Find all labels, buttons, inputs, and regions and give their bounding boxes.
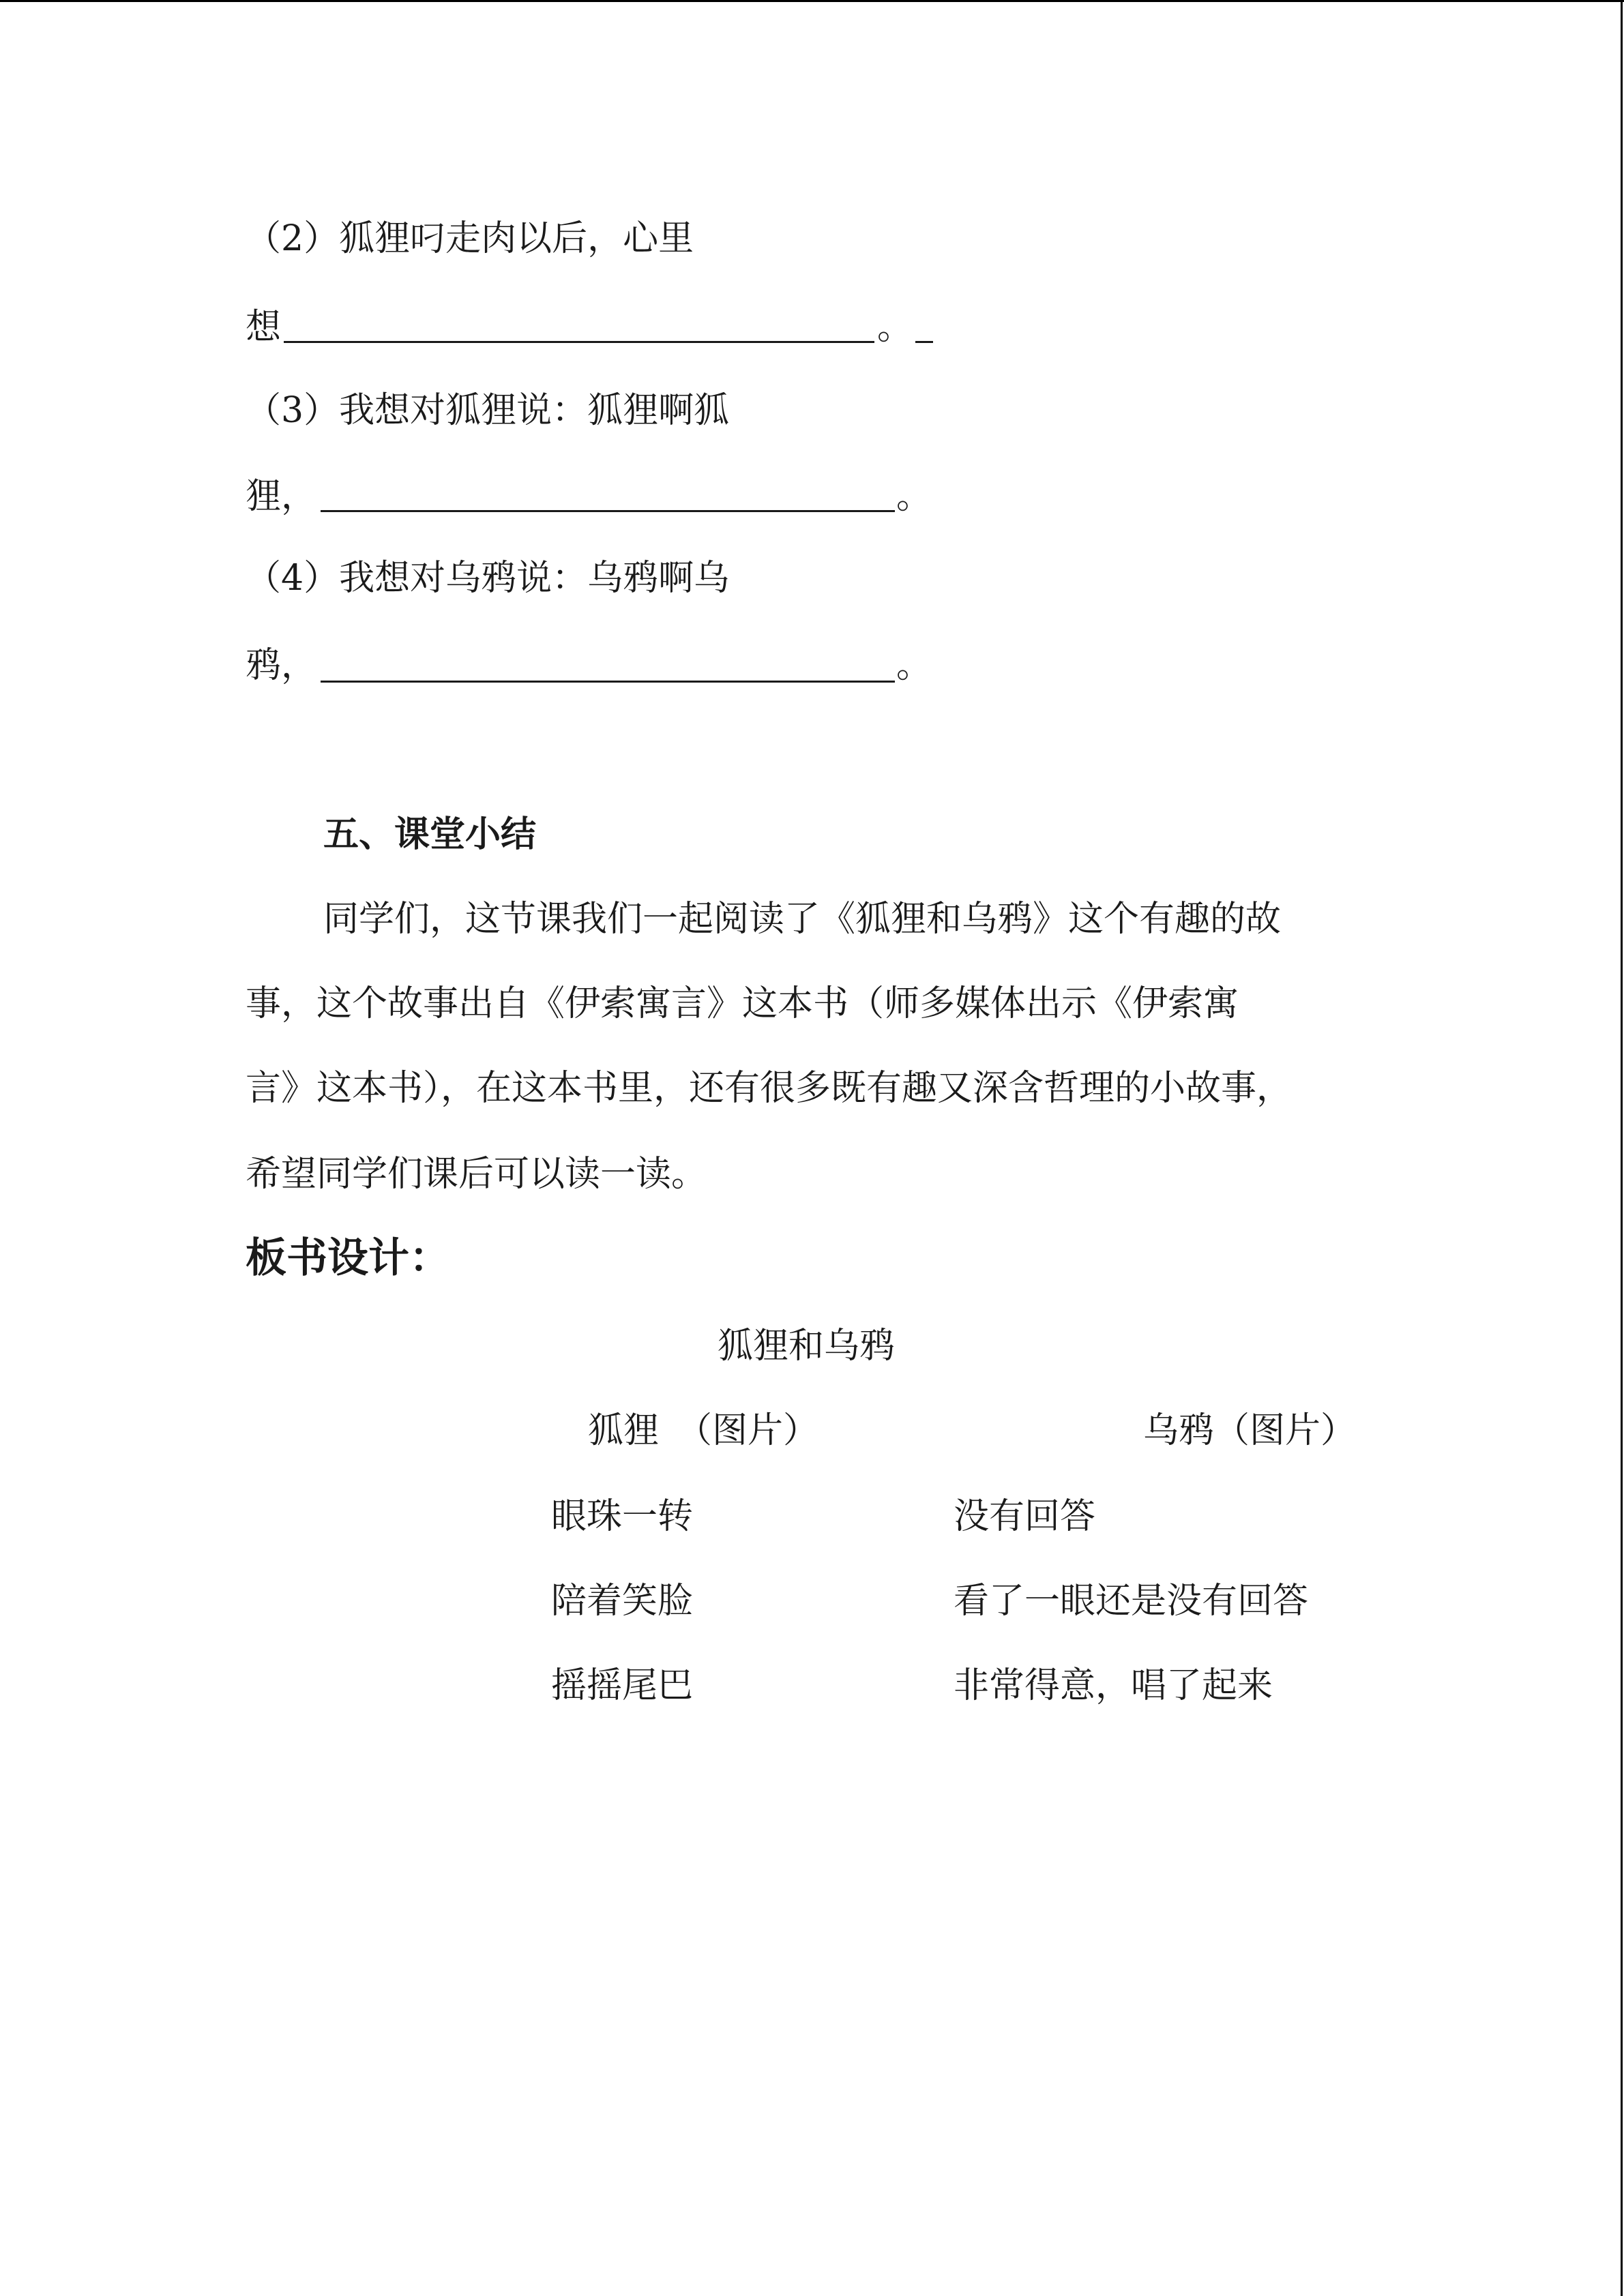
question-2-prefix: 想 xyxy=(246,307,282,348)
board-title: 狐狸和乌鸦 xyxy=(718,1326,896,1367)
question-3-prompt: （3）我想对狐狸说：狐狸啊狐 xyxy=(246,390,730,431)
board-crow-header: 乌鸦（图片） xyxy=(1143,1410,1357,1451)
summary-paragraph-line: 事，这个故事出自《伊索寓言》这本书（师多媒体出示《伊索寓 xyxy=(246,983,1239,1024)
board-fox-item: 摇摇尾巴 xyxy=(551,1665,694,1706)
question-4-prompt: （4）我想对乌鸦说：乌鸦啊乌 xyxy=(246,558,730,599)
question-2-trailing-underline xyxy=(915,341,933,343)
board-crow-item: 非常得意，唱了起来 xyxy=(954,1665,1273,1706)
question-4-prefix: 鸦， xyxy=(246,645,317,686)
board-crow-item: 没有回答 xyxy=(954,1496,1096,1537)
question-4-answer-blank xyxy=(321,681,895,683)
question-2-answer-blank xyxy=(284,341,874,343)
question-3-suffix: 。 xyxy=(896,476,932,517)
board-fox-header: 狐狸 （图片） xyxy=(588,1410,819,1451)
question-2-prompt: （2）狐狸叼走肉以后，心里 xyxy=(246,218,694,259)
board-fox-item: 陪着笑脸 xyxy=(551,1581,694,1622)
question-3-answer-blank xyxy=(321,510,895,512)
question-2-suffix: 。 xyxy=(877,307,913,348)
board-crow-item: 看了一眼还是没有回答 xyxy=(954,1581,1309,1622)
summary-paragraph-line: 希望同学们课后可以读一读。 xyxy=(246,1154,707,1195)
page-top-border xyxy=(0,0,1624,2)
summary-title: 五、课堂小结 xyxy=(323,814,537,855)
summary-paragraph-line: 同学们，这节课我们一起阅读了《狐狸和乌鸦》这个有趣的故 xyxy=(323,899,1282,940)
board-fox-item: 眼珠一转 xyxy=(551,1496,694,1537)
page-right-border xyxy=(1621,0,1623,2296)
question-4-suffix: 。 xyxy=(896,645,932,686)
summary-paragraph-line: 言》这本书），在这本书里，还有很多既有趣又深含哲理的小故事， xyxy=(246,1068,1293,1109)
board-design-heading: 板书设计： xyxy=(246,1234,450,1282)
question-3-prefix: 狸， xyxy=(246,476,317,517)
